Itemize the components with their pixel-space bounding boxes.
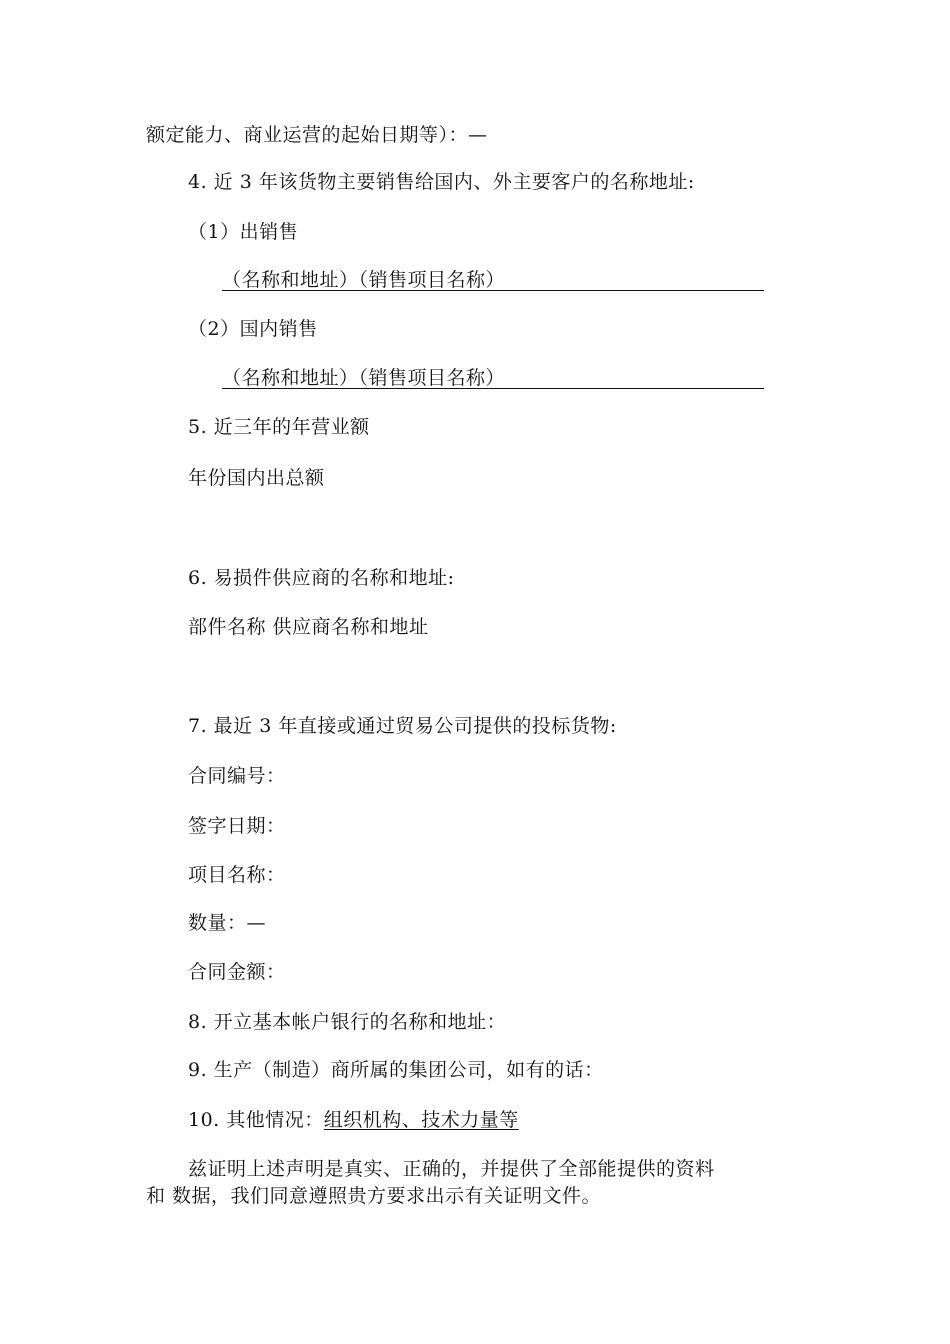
item-7-heading: 7. 最近 3 年直接或通过贸易公司提供的投标货物: bbox=[188, 715, 617, 737]
item-4-heading: 4. 近 3 年该货物主要销售给国内、外主要客户的名称地址: bbox=[188, 171, 695, 193]
project-name-label: 项目名称： bbox=[188, 864, 286, 886]
export-sales-label: （1）出销售 bbox=[188, 221, 299, 243]
item-6-heading: 6. 易损件供应商的名称和地址: bbox=[188, 567, 455, 589]
export-sales-blank-line bbox=[222, 290, 764, 291]
quantity-label: 数量：— bbox=[188, 912, 267, 934]
contract-amount-label: 合同金额： bbox=[188, 961, 286, 983]
item-10-underlined-value: 组织机构、技术力量等 bbox=[323, 1109, 519, 1131]
domestic-sales-label: （2）国内销售 bbox=[188, 318, 318, 340]
domestic-sales-field-caption: （名称和地址）（销售项目名称） bbox=[222, 367, 506, 389]
declaration-line-1: 兹证明上述声明是真实、正确的，并提供了全部能提供的资料 bbox=[188, 1158, 715, 1180]
signing-date-label: 签字日期： bbox=[188, 815, 286, 837]
item-8-heading: 8. 开立基本帐户银行的名称和地址： bbox=[188, 1011, 507, 1033]
declaration-line-2: 和 数据，我们同意遵照贵方要求出示有关证明文件。 bbox=[146, 1185, 602, 1207]
item-5-heading: 5. 近三年的年营业额 bbox=[188, 416, 370, 438]
item-10-heading bbox=[188, 1108, 519, 1132]
domestic-sales-blank-line bbox=[222, 388, 764, 389]
item-9-heading: 9. 生产（制造）商所属的集团公司，如有的话： bbox=[188, 1059, 604, 1081]
spare-parts-table-header: 部件名称 供应商名称和地址 bbox=[188, 616, 429, 638]
turnover-table-header: 年份国内出总额 bbox=[188, 467, 325, 489]
text-line-rated-capacity: 额定能力、商业运营的起始日期等）：— bbox=[146, 124, 488, 146]
export-sales-field-caption: （名称和地址）（销售项目名称） bbox=[222, 269, 506, 291]
item-10-label: 10. 其他情况： bbox=[188, 1109, 324, 1131]
contract-number-label: 合同编号： bbox=[188, 765, 286, 787]
